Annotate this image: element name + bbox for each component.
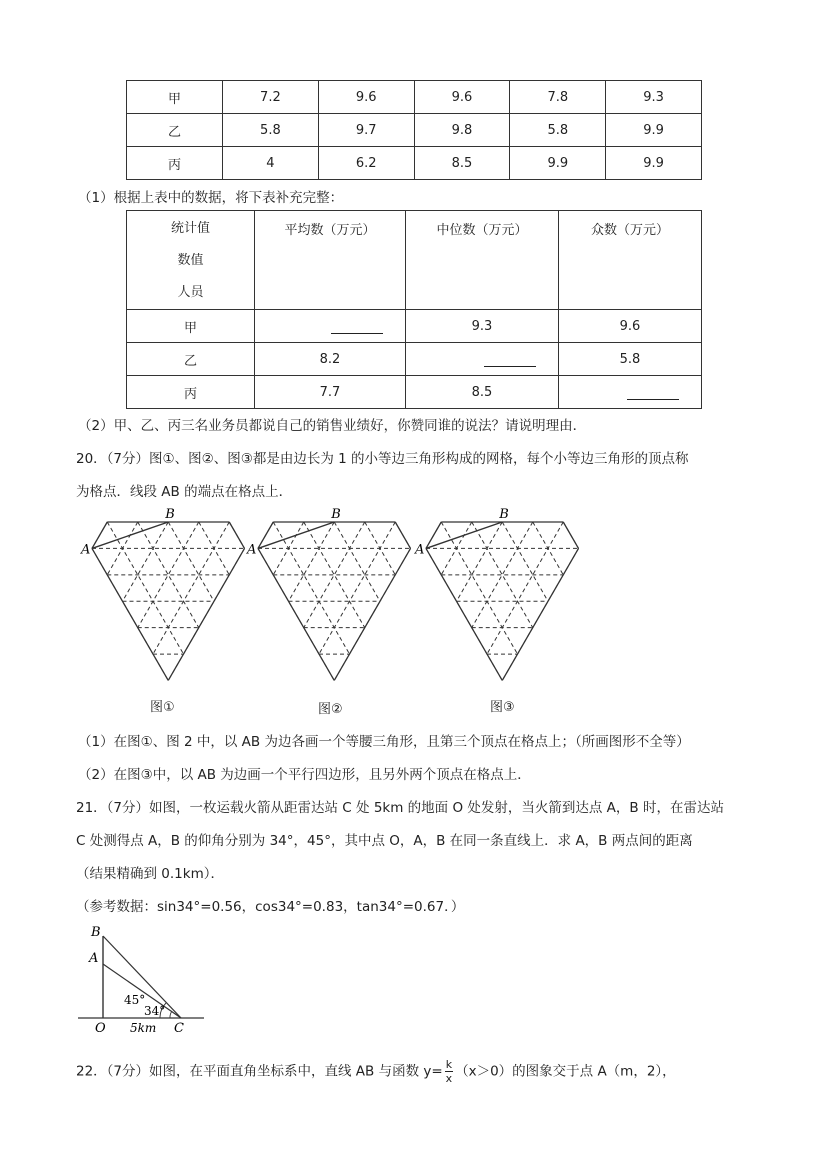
sales-cell: 9.6 bbox=[318, 81, 414, 114]
answer-blank bbox=[255, 310, 406, 343]
outline-line bbox=[334, 548, 410, 680]
outline-line bbox=[92, 548, 168, 680]
q19-part1: （1）根据上表中的数据，将下表补充完整： bbox=[78, 190, 344, 206]
label-b: B bbox=[91, 925, 101, 940]
sales-cell: 9.9 bbox=[510, 147, 606, 180]
q20-line1: 20．（7分）图①、图②、图③都是由边长为 1 的小等边三角形构成的网格，每个小等边三角形的顶点称 bbox=[76, 451, 689, 467]
label-c: C bbox=[174, 1021, 184, 1036]
stats-table bbox=[126, 210, 702, 409]
grid-line bbox=[319, 522, 395, 654]
q20-part1: （1）在图①、图 2 中，以 AB 为边各画一个等腰三角形，且第三个顶点在格点上；（所画图形不全等） bbox=[78, 734, 690, 750]
sales-cell: 6.2 bbox=[318, 147, 414, 180]
median-header: 中位数（万元） bbox=[406, 211, 559, 310]
grid-line bbox=[472, 522, 533, 628]
stats-row bbox=[127, 310, 702, 343]
stats-mode-cell: 9.6 bbox=[559, 310, 702, 343]
q20-figures bbox=[70, 500, 600, 720]
label-a: A bbox=[415, 542, 425, 558]
sales-cell: 5.8 bbox=[510, 114, 606, 147]
sales-cell: 9.9 bbox=[606, 114, 702, 147]
label-a: A bbox=[89, 951, 99, 966]
grid-line bbox=[168, 522, 214, 601]
mean-header: 平均数（万元） bbox=[255, 211, 406, 310]
sales-cell: 7.8 bbox=[510, 81, 606, 114]
sales-cell: 4 bbox=[223, 147, 319, 180]
q21-line4: （参考数据：sin34°=0.56，cos34°=0.83，tan34°=0.67．） bbox=[76, 899, 465, 915]
grid-line bbox=[334, 522, 380, 601]
q22-suffix: （x＞0）的图象交于点 A（m，2）， bbox=[455, 1063, 676, 1080]
grid-line bbox=[472, 522, 533, 628]
stats-mean-cell: 8.2 bbox=[255, 343, 406, 376]
q22-prefix: 22．（7分）如图，在平面直角坐标系中，直线 AB 与函数 y= bbox=[76, 1063, 443, 1080]
stats-median-cell: 8.5 bbox=[406, 376, 559, 409]
grid-line bbox=[273, 522, 349, 654]
fraction bbox=[445, 1058, 453, 1085]
outline-line bbox=[426, 548, 502, 680]
outline-line bbox=[395, 522, 410, 548]
blank-line bbox=[331, 319, 383, 334]
blank-line bbox=[484, 352, 536, 367]
label-a: A bbox=[247, 542, 257, 558]
q21-figure bbox=[78, 918, 208, 1038]
grid-line bbox=[138, 522, 199, 628]
fig3-caption: 图③ bbox=[490, 700, 515, 715]
q20-line2: 为格点．线段 AB 的端点在格点上． bbox=[76, 484, 293, 500]
angle-34: 34° bbox=[144, 1004, 166, 1018]
triangle-grid-figure bbox=[414, 507, 579, 680]
grid-line bbox=[304, 522, 365, 628]
q21-line3: （结果精确到 0.1km）． bbox=[76, 866, 224, 882]
sales-cell: 9.8 bbox=[414, 114, 510, 147]
label-b: B bbox=[331, 507, 341, 522]
sales-row-name: 乙 bbox=[127, 114, 223, 147]
sales-table bbox=[126, 80, 702, 180]
fig2-caption: 图② bbox=[318, 702, 343, 717]
stats-row bbox=[127, 376, 702, 409]
sales-cell: 5.8 bbox=[223, 114, 319, 147]
answer-blank bbox=[406, 343, 559, 376]
outline-line bbox=[502, 548, 578, 680]
distance-label: 5km bbox=[130, 1021, 157, 1035]
sales-row-name: 甲 bbox=[127, 81, 223, 114]
stats-mode-cell: 5.8 bbox=[559, 343, 702, 376]
grid-line bbox=[304, 522, 365, 628]
sales-cell: 8.5 bbox=[414, 147, 510, 180]
outline-line bbox=[229, 522, 244, 548]
sales-row bbox=[127, 147, 702, 180]
sales-row-name: 丙 bbox=[127, 147, 223, 180]
fraction-numerator: k bbox=[445, 1058, 453, 1071]
answer-blank bbox=[559, 376, 702, 409]
grid-line bbox=[138, 522, 199, 628]
corner-stat: 统计值 bbox=[170, 221, 210, 236]
sales-cell: 9.3 bbox=[606, 81, 702, 114]
outline-line bbox=[92, 522, 168, 548]
grid-line bbox=[107, 522, 183, 654]
mode-header: 众数（万元） bbox=[559, 211, 702, 310]
q21-line2: C 处测得点 A，B 的仰角分别为 34°，45°，其中点 O，A，B 在同一条直线上．求 A，B 两点间的距离 bbox=[76, 833, 693, 849]
blank-line bbox=[627, 385, 679, 400]
stats-row-name: 乙 bbox=[127, 343, 255, 376]
corner-cell bbox=[127, 211, 255, 310]
label-b: B bbox=[165, 507, 175, 522]
grid-line bbox=[457, 522, 503, 601]
corner-value: 数值 bbox=[177, 253, 204, 268]
stats-row bbox=[127, 343, 702, 376]
corner-person: 人员 bbox=[177, 285, 204, 300]
q20-part2: （2）在图③中，以 AB 为边画一个平行四边形，且另外两个顶点在格点上． bbox=[78, 767, 531, 783]
outline-line bbox=[258, 548, 334, 680]
stats-mean-cell: 7.7 bbox=[255, 376, 406, 409]
grid-line bbox=[123, 522, 169, 601]
stats-median-cell: 9.3 bbox=[406, 310, 559, 343]
triangle-grid-figure bbox=[80, 507, 245, 680]
grid-line bbox=[502, 522, 548, 601]
fig1-caption: 图① bbox=[150, 700, 175, 715]
angle-45: 45° bbox=[124, 993, 146, 1007]
fraction-denominator: x bbox=[445, 1072, 453, 1085]
outline-line bbox=[258, 522, 334, 548]
q22-line bbox=[76, 1058, 676, 1085]
q21-line1: 21．（7分）如图，一枚运载火箭从距雷达站 C 处 5km 的地面 O 处发射，当火箭到达点 A，B 时，在雷达站 bbox=[76, 800, 724, 816]
stats-row-name: 丙 bbox=[127, 376, 255, 409]
outline-line bbox=[168, 548, 244, 680]
grid-line bbox=[487, 522, 563, 654]
grid-line bbox=[153, 522, 229, 654]
grid-line bbox=[441, 522, 517, 654]
grid-line bbox=[289, 522, 335, 601]
q19-part2: （2）甲、乙、丙三名业务员都说自己的销售业绩好，你赞同谁的说法？请说明理由． bbox=[78, 418, 587, 434]
outline-line bbox=[563, 522, 578, 548]
sales-cell: 9.6 bbox=[414, 81, 510, 114]
sales-cell: 7.2 bbox=[223, 81, 319, 114]
stats-row-name: 甲 bbox=[127, 310, 255, 343]
label-a: A bbox=[81, 542, 91, 558]
label-o: O bbox=[95, 1021, 106, 1036]
label-b: B bbox=[499, 507, 509, 522]
sales-row bbox=[127, 114, 702, 147]
sales-cell: 9.7 bbox=[318, 114, 414, 147]
sales-cell: 9.9 bbox=[606, 147, 702, 180]
outline-line bbox=[426, 522, 502, 548]
sales-row bbox=[127, 81, 702, 114]
triangle-grid-figure bbox=[246, 507, 411, 680]
